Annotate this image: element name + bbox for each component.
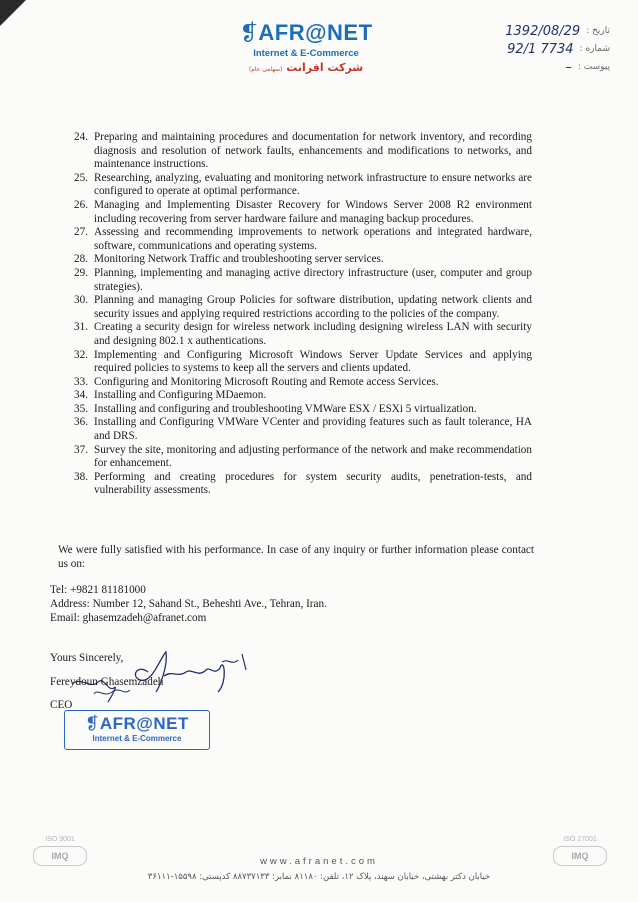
item-text: Managing and Implementing Disaster Recovery for Windows Server 2008 R2 environment including recovering from server hardware failure and managing backup procedures. xyxy=(94,198,532,225)
item-text: Planning and managing Group Policies for software distribution, updating network clients and security issues and applying required restrictions according to the policies of the company. xyxy=(94,294,532,320)
list-item xyxy=(62,349,532,376)
signer-name: Fereydoun Ghasemzadeh xyxy=(50,676,164,688)
attachment-value: – xyxy=(565,59,572,75)
list-item xyxy=(62,389,532,403)
imq-left-logo: IMQ xyxy=(33,846,87,866)
duties-list xyxy=(62,131,532,498)
item-number: 36. xyxy=(74,416,88,429)
list-item xyxy=(62,294,532,321)
signoff: Yours Sincerely, xyxy=(50,652,124,664)
company-stamp xyxy=(64,710,210,750)
item-text: Preparing and maintaining procedures and documentation for network inventory, and recording diagnosis and resolution of network faults, enhancements and modifications to networks, and maintenance instructions. xyxy=(94,131,532,171)
date-value: 1392/08/29 xyxy=(505,23,581,39)
letterhead xyxy=(216,20,396,74)
signer-title: CEO xyxy=(50,699,73,711)
list-item xyxy=(62,416,532,443)
list-item xyxy=(62,471,532,498)
item-number: 24. xyxy=(74,131,88,143)
item-text: Installing and configuring and troubleshooting VMWare ESX / ESXi 5 virtualization. xyxy=(94,402,477,415)
cert-left-label: ISO 9001 xyxy=(45,836,75,843)
item-number: 34. xyxy=(74,389,88,402)
item-text: Configuring and Monitoring Microsoft Routing and Remote access Services. xyxy=(94,375,439,388)
number-value: 92/1 7734 xyxy=(507,41,574,57)
list-item xyxy=(62,444,532,471)
list-item xyxy=(62,253,532,267)
item-number: 35. xyxy=(74,402,88,415)
list-item xyxy=(62,376,532,390)
item-text: Planning, implementing and managing active directory infrastructure (user, computer and group strategies). xyxy=(94,266,532,293)
number-label: شماره : xyxy=(579,44,610,54)
item-number: 33. xyxy=(74,375,88,388)
item-text: Researching, analyzing, evaluating and monitoring network infrastructure to ensure networks are configured to operate at optimal performance. xyxy=(94,171,532,198)
cert-right-label: ISO 27001 xyxy=(563,836,597,843)
item-number: 25. xyxy=(74,171,88,184)
contact-address: Address: Number 12, Sahand St., Beheshti Ave., Tehran, Iran. xyxy=(50,598,327,610)
list-item xyxy=(62,172,532,199)
list-item xyxy=(62,199,532,226)
item-text: Implementing and Configuring Microsoft Windows Server Update Services and applying required policies to systems to keep all the servers and clients updated. xyxy=(94,348,532,375)
stamp-subtitle: Internet & E-Commerce xyxy=(92,734,182,743)
item-text: Monitoring Network Traffic and troubleshooting server services. xyxy=(94,253,384,266)
item-number: 29. xyxy=(74,266,88,279)
contact-email: Email: ghasemzadeh@afranet.com xyxy=(50,612,207,624)
item-text: Installing and Configuring VMWare VCenter and providing features such as fault tolerance, HA and DRS. xyxy=(94,416,532,443)
item-number: 32. xyxy=(74,348,88,361)
letter-meta xyxy=(450,22,610,76)
list-item xyxy=(62,403,532,417)
attachment-row xyxy=(450,58,610,76)
item-number: 37. xyxy=(74,443,88,456)
date-label: تاریخ : xyxy=(586,26,610,36)
company-subtitle: Internet & E-Commerce xyxy=(253,48,359,59)
attachment-label: پیوست : xyxy=(577,62,610,72)
signature-icon xyxy=(68,636,268,710)
footer-persian-address: خیابان دکتر بهشتی، خیابان سهند، پلاک ۱۲، تلفن: ۸۱۱۸۰ نمابر: ۸۸۷۳۷۱۳۳ کدپستی: ۱۵۵۹۸-۳۶۱۱۱ xyxy=(147,872,491,882)
imq-right-logo: IMQ xyxy=(553,846,607,866)
item-number: 38. xyxy=(74,470,88,483)
company-persian-name xyxy=(216,61,396,74)
item-text: Performing and creating procedures for system security audits, penetration-tests, and vulnerability assessments. xyxy=(94,470,532,497)
item-text: Assessing and recommending improvements to network operations and integrated hardware, software, communications and operating systems. xyxy=(94,226,532,252)
contact-block xyxy=(50,583,450,625)
list-item xyxy=(62,267,532,294)
item-number: 28. xyxy=(74,253,88,266)
item-text: Survey the site, monitoring and adjusting performance of the network and make recommendation for enhancement. xyxy=(94,443,532,470)
contact-tel: Tel: +9821 81181000 xyxy=(50,584,146,596)
scan-corner-shadow xyxy=(0,0,26,26)
item-number: 31. xyxy=(74,321,88,334)
company-logo: ❡AFR@NET xyxy=(239,20,373,45)
list-item xyxy=(62,321,532,348)
item-number: 30. xyxy=(74,294,88,307)
item-text: Installing and Configuring MDaemon. xyxy=(94,389,267,402)
persian-company-type: (سهامی عام) xyxy=(248,66,283,73)
stamp-logo: ❡AFR@NET xyxy=(85,714,189,733)
persian-name: شرکت افرانت xyxy=(286,61,364,74)
item-text: Creating a security design for wireless network including designing wireless LAN with security and designing 802.1 x authentications. xyxy=(94,321,532,347)
closing-paragraph: We were fully satisfied with his performance. In case of any inquiry or further information please contact us on: xyxy=(58,544,534,570)
date-row xyxy=(450,22,610,40)
footer-website: www.afranet.com xyxy=(260,856,378,867)
item-number: 27. xyxy=(74,226,88,239)
item-number: 26. xyxy=(74,198,88,211)
list-item xyxy=(62,131,532,172)
list-item xyxy=(62,226,532,253)
number-row xyxy=(450,40,610,58)
